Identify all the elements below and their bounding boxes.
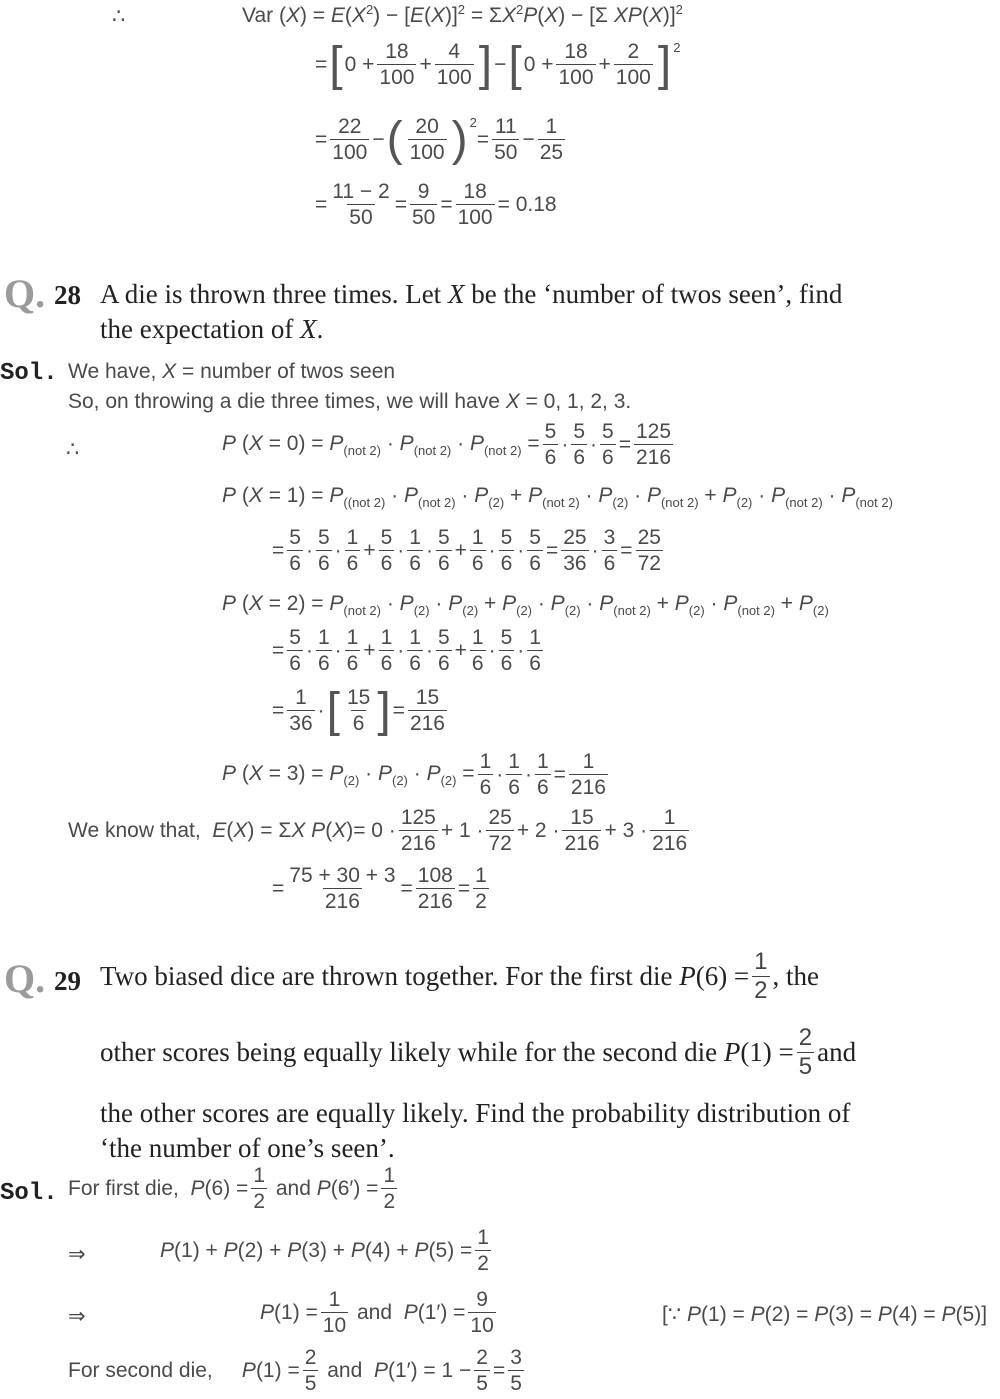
p-x-equals-1-calc: = $\frac{5}{6}$ · $\frac{5}{6}$ · $\frac{1}{6}$ + $\frac{5}{6}$ · $\frac{1}{6}$ · $\frac{5}{6}$ + $\frac{1}{6}$ · $\frac{5}{6}$ · $\frac{5}{6}$ = $\frac{25}{36}$ · $\frac{3}{6}$ = $\frac{25}{72}$	[272, 526, 661, 576]
therefore-symbol: ∴	[112, 5, 126, 28]
expectation-formula: We know that, E(X) = ΣX P(X)= 0 · $\frac{125}{216}$ + 1 · $\frac{25}{72}$ + 2 · $\frac{15}{216}$ + 3 · $\frac{1}{216}$	[68, 806, 688, 856]
p-x-equals-2-result: = $\frac{1}{36}$ · [ $\frac{15}{6}$ ] = $\frac{15}{216}$	[272, 684, 445, 738]
question-marker: Q.	[4, 956, 46, 1001]
question-text-line2: the expectation of X.	[100, 314, 324, 344]
therefore-symbol: ∴	[66, 438, 80, 461]
sum-of-probs: P(1) + P(2) + P(3) + P(4) + P(5) = $\frac{1}{2}$	[160, 1226, 489, 1276]
expectation-result: = $\frac{75 + 30 + 3}{216}$ = $\frac{108}{216}$ = $\frac{1}{2}$	[272, 864, 487, 914]
question-text-line2: other scores being equally likely while for the second die P(1) = $\frac{2}{5}$ and	[100, 1024, 857, 1080]
p-x-equals-3: P $(X = 3) = P_{(2)} \cdot P_{(2)} \cdot P_{(2)}$ = $\frac{1}{6}$ · $\frac{1}{6}$ · $\frac{1}{6}$ = $\frac{1}{216}$	[222, 750, 606, 800]
var-formula-line4: = $\frac{11 - 2}{50}$ = $\frac{9}{50}$ = $\frac{18}{100}$ = 0.18	[315, 180, 557, 230]
p-x-equals-0: P $(X = 0) = P_{(not 2)} \cdot P_{(not 2)} \cdot P_{(not 2)}$ = $\frac{5}{6}$ · $\frac{5}{6}$ · $\frac{5}{6}$ = $\frac{125}{216}$	[222, 420, 672, 470]
implies-symbol: ⇒	[68, 1305, 86, 1328]
question-text-line3: the other scores are equally likely. Find the probability distribution of	[100, 1098, 851, 1128]
implies-symbol: ⇒	[68, 1243, 86, 1266]
question-text-line1: A die is thrown three times. Let X be the ‘number of twos seen’, find	[100, 279, 843, 309]
because-note: [∵ P(1) = P(2) = P(3) = P(4) = P(5)]	[662, 1303, 988, 1326]
question-marker: Q.	[4, 271, 46, 316]
p-x-equals-2: P $(X = 2) = P_{(not 2)} \cdot P_{(2)} \cdot P_{(2)} + P_{(2)} \cdot P_{(2)} \cdot P_{(not 2)} + P_{(2)} \cdot P_{(not 2)} + P_{(2)}$	[222, 592, 829, 619]
var-formula-line2: = [ 0 + $\frac{18}{100}$ + $\frac{4}{100}$ ] − [ 0 + $\frac{18}{100}$ + $\frac{2}{100}$ ] $^2$	[315, 38, 681, 92]
p1-first-die: P(1) = $\frac{1}{10}$ and P(1′) = $\frac{9}{10}$	[260, 1288, 494, 1338]
question-text-line4: ‘the number of one’s seen’.	[100, 1133, 395, 1163]
p-x-equals-2-calc: = $\frac{5}{6}$ · $\frac{1}{6}$ · $\frac{1}{6}$ + $\frac{1}{6}$ · $\frac{1}{6}$ · $\frac{5}{6}$ + $\frac{1}{6}$ · $\frac{5}{6}$ · $\frac{1}{6}$	[272, 626, 541, 676]
question-number: 28	[54, 280, 81, 310]
solution-line1: We have, X = number of twos seen	[68, 360, 396, 383]
question-text-line1: Two biased dice are thrown together. For the first die P(6) = $\frac{1}{2}$ , the	[100, 948, 820, 1004]
p-x-equals-1: P $(X = 1) = P_{((not 2)} \cdot P_{(not 2)} \cdot P_{(2)} + P_{(not 2)} \cdot P_{(2)} \cdot P_{(not 2)} + P_{(2)} \cdot P_{(not 2)} \cdot P_{(not 2)}$	[222, 484, 893, 511]
solution-line2: So, on throwing a die three times, we will have X = 0, 1, 2, 3.	[68, 390, 632, 413]
solution-label: Sol.	[0, 1180, 58, 1207]
first-die-prob: For first die, P(6) = $\frac{1}{2}$ and P(6′) = $\frac{1}{2}$	[68, 1164, 396, 1214]
var-formula-line1: Var $(X) = E(X^2) - [E(X)]^2 = \Sigma X^2P(X) - [\Sigma$ XP(X)]$^2$	[242, 2, 683, 27]
second-die-prob: For second die, P(1) = $\frac{2}{5}$ and P(1′) = 1 − $\frac{2}{5}$ = $\frac{3}{5}$	[68, 1346, 522, 1396]
solution-label: Sol.	[0, 360, 58, 387]
question-number: 29	[54, 966, 81, 996]
var-formula-line3: = $\frac{22}{100}$ − ( $\frac{20}{100}$ ) $^2$ = $\frac{11}{50}$ − $\frac{1}{25}$	[315, 113, 564, 167]
